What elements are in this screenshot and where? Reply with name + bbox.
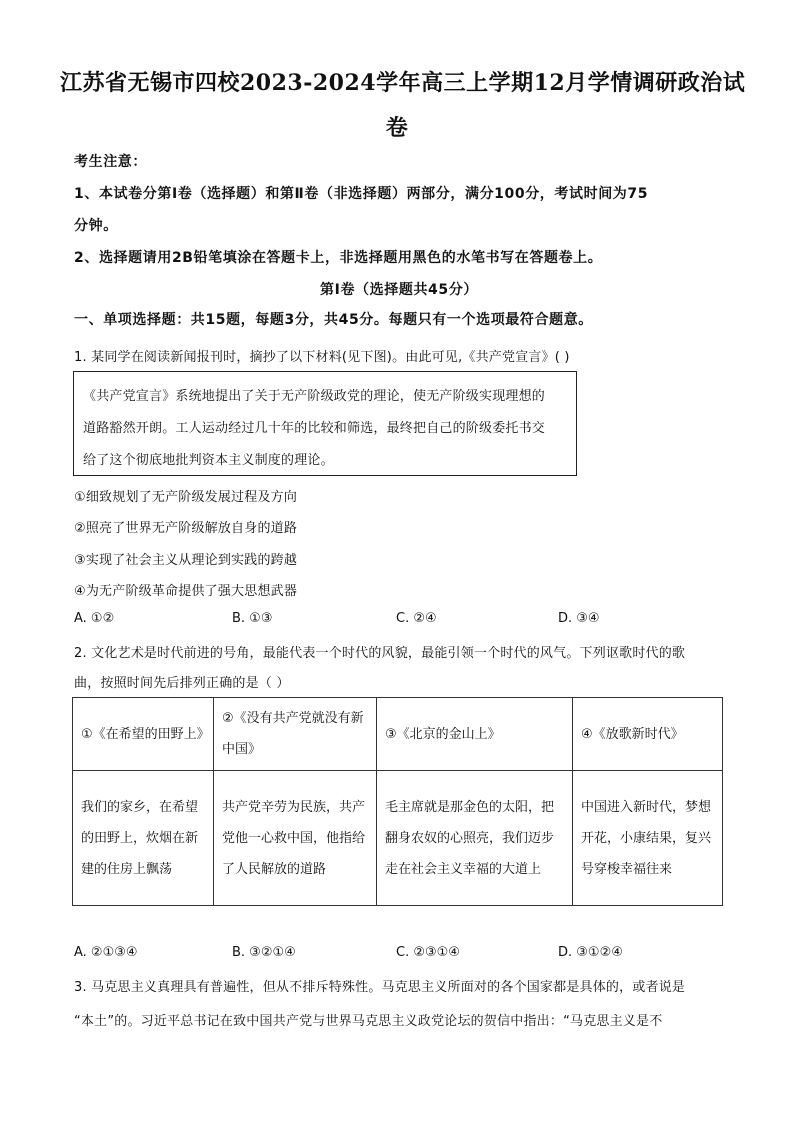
song-lyric-cell: 共产党辛劳为民族，共产党他一心救中国，他指给了人民解放的道路 — [214, 771, 377, 906]
q1-statement-2: ②照亮了世界无产阶级解放自身的道路 — [74, 521, 298, 536]
notice-item-1-cont: 分钟。 — [74, 218, 118, 234]
exam-title-line2: 卷 — [385, 115, 409, 141]
q2-stem-line2: 曲，按照时间先后排列正确的是（ ） — [74, 676, 290, 691]
q2-songs-table — [72, 697, 723, 906]
q1-statement-4: ④为无产阶级革命提供了强大思想武器 — [74, 584, 298, 599]
q2-stem-line1: 2. 文化艺术是时代前进的号角，最能代表一个时代的风貌，最能引领一个时代的风气。下列讴歌时代的歌 — [74, 646, 686, 661]
part-title: 第Ⅰ卷（选择题共45分） — [320, 282, 478, 298]
song-lyric-cell: 我们的家乡，在希望的田野上，炊烟在新建的住房上飘荡 — [73, 771, 214, 906]
q1-option-d: D. ③④ — [558, 611, 600, 626]
table-row — [73, 771, 723, 906]
q3-stem-line1: 3. 马克思主义真理具有普遍性，但从不排斥特殊性。马克思主义所面对的各个国家都是具体的，或者说是 — [74, 980, 686, 995]
notice-item-1: 1、本试卷分第Ⅰ卷（选择题）和第Ⅱ卷（非选择题）两部分，满分100分，考试时间为75 — [74, 186, 649, 202]
song-title-cell: ①《在希望的田野上》 — [73, 698, 214, 771]
q1-option-a: A. ①② — [74, 611, 115, 626]
q1-material-line: 给了这个彻底地批判资本主义制度的理论。 — [83, 453, 334, 468]
q1-material-line: 道路豁然开朗。工人运动经过几十年的比较和筛选，最终把自己的阶级委托书交 — [83, 421, 546, 436]
q1-option-b: B. ①③ — [232, 611, 273, 626]
notice-item-2: 2、选择题请用2B铅笔填涂在答题卡上，非选择题用黑色的水笔书写在答题卷上。 — [74, 250, 603, 266]
q2-option-d: D. ③①②④ — [558, 945, 623, 960]
song-lyric-cell: 毛主席就是那金色的太阳，把翻身农奴的心照亮，我们迈步走在社会主义幸福的大道上 — [377, 771, 573, 906]
song-title-cell: ③《北京的金山上》 — [377, 698, 573, 771]
q1-stem: 1. 某同学在阅读新闻报刊时，摘抄了以下材料(见下图)。由此可见,《共产党宣言》( ) — [74, 350, 570, 365]
table-header-row — [73, 698, 723, 771]
q1-option-c: C. ②④ — [396, 611, 437, 626]
q1-statement-3: ③实现了社会主义从理论到实践的跨越 — [74, 553, 298, 568]
q2-option-a: A. ②①③④ — [74, 945, 138, 960]
song-lyric-cell: 中国进入新时代，梦想开花，小康结果，复兴号穿梭幸福往来 — [573, 771, 723, 906]
song-title-cell: ②《没有共产党就没有新中国》 — [214, 698, 377, 771]
q2-option-b: B. ③②①④ — [232, 945, 296, 960]
q2-option-c: C. ②③①④ — [396, 945, 460, 960]
q1-material-box — [73, 371, 577, 476]
q3-stem-line2: “本土”的。习近平总书记在致中国共产党与世界马克思主义政党论坛的贺信中指出：“马克思主义是不 — [74, 1014, 663, 1029]
song-title-cell: ④《放歌新时代》 — [573, 698, 723, 771]
section-heading: 一、单项选择题：共15题，每题3分，共45分。每题只有一个选项最符合题意。 — [74, 312, 593, 328]
q1-material-line: 《共产党宣言》系统地提出了关于无产阶级政党的理论，使无产阶级实现理想的 — [83, 389, 546, 404]
q1-statement-1: ①细致规划了无产阶级发展过程及方向 — [74, 490, 298, 505]
exam-title-line1: 江苏省无锡市四校2023-2024学年高三上学期12月学情调研政治试 — [60, 70, 746, 96]
notice-heading: 考生注意： — [74, 154, 147, 170]
